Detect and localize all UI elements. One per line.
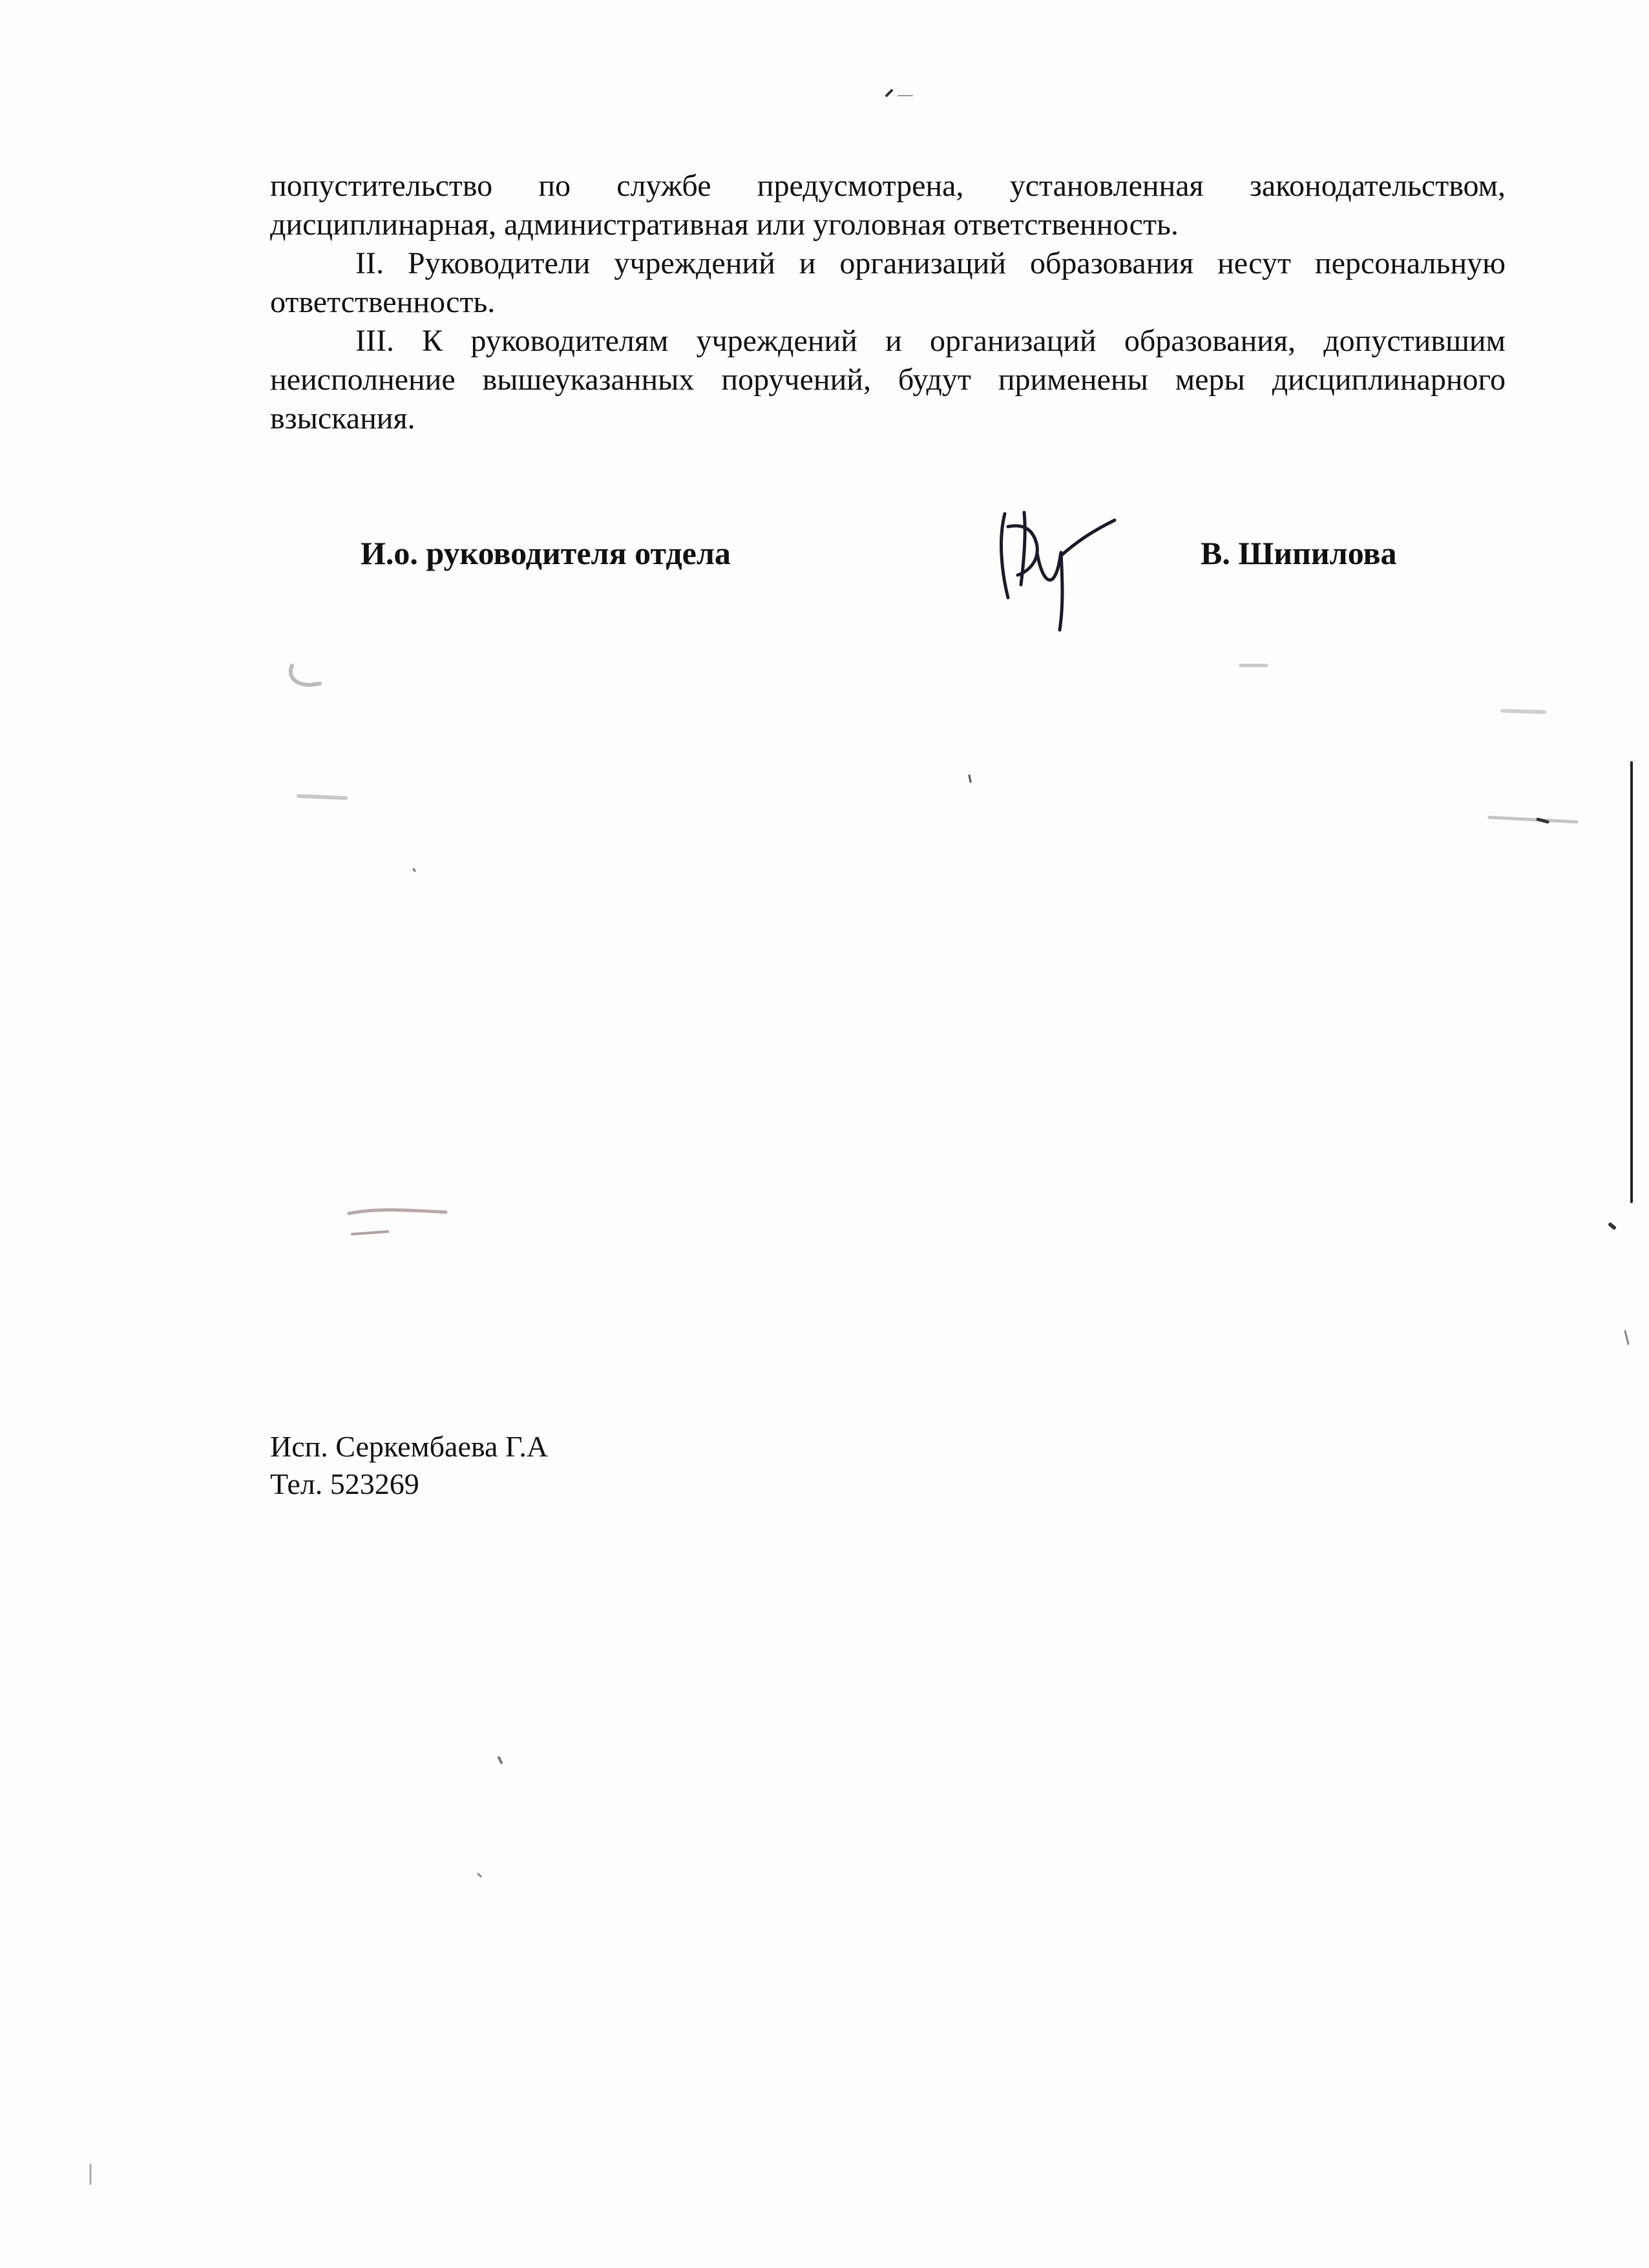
paragraph-responsibility: попустительство по службе предусмотрена, установленная законодательством, дисциплинарная, административная или уголовная ответственность. xyxy=(270,169,1506,242)
executor-block xyxy=(270,1428,548,1503)
handwritten-signature xyxy=(989,501,1118,636)
paragraph-item-2: II. Руководители учреждений и организаций образования несут персональную ответственность. xyxy=(270,246,1506,319)
document-body xyxy=(270,167,1506,438)
signer-position: И.о. руководителя отдела xyxy=(361,535,731,571)
paragraph-item-3: III. К руководителям учреждений и организаций образования, допустившим неисполнение вышеуказанных поручений, будут применены меры дисциплинарного взыскания. xyxy=(270,324,1506,436)
executor-phone: Тел. 523269 xyxy=(270,1467,419,1500)
signer-name: В. Шипилова xyxy=(1201,535,1397,571)
executor-name: Исп. Серкембаева Г.А xyxy=(270,1430,549,1463)
